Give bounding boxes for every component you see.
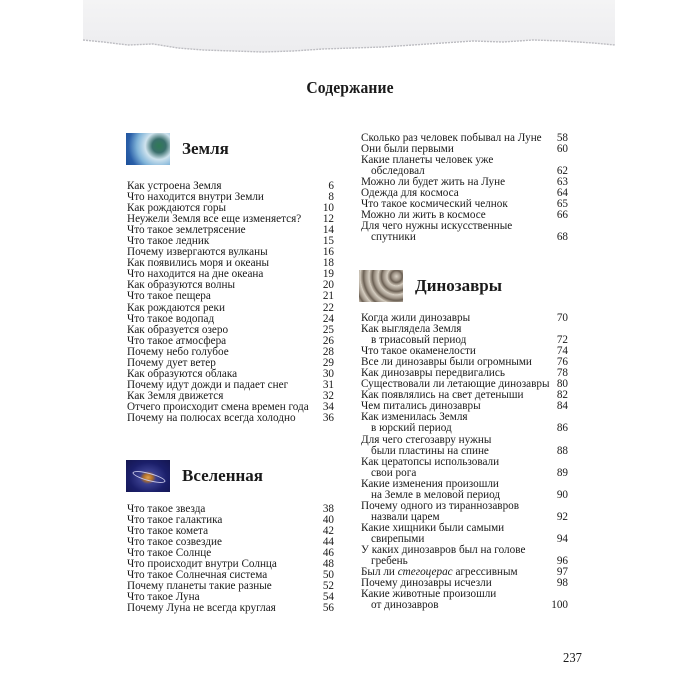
toc-entry-title-line: Как динозавры передвигались [361,367,505,380]
toc-entry [361,155,568,177]
toc-entry [361,523,568,545]
toc-entry-page-number: 80 [556,378,568,391]
toc-entry-title-line: Почему небо голубое [127,345,229,358]
section-title-earth: Земля [182,139,229,158]
toc-entry-title-line: Что происходит внутри Солнца [127,558,277,571]
toc-entry-page-number: 40 [322,514,334,527]
toc-entry-title-line: Почему динозавры исчезли [361,577,492,590]
toc-entry-title-continuation: назвали царем [371,510,440,523]
toc-entry-page-number: 90 [556,488,568,501]
toc-entry-title-line: Что такое созвездие [127,536,222,549]
toc-entry-title [127,413,296,424]
toc-entry-title-line: Что такое ледник [127,235,210,248]
toc-entry-title [127,325,228,336]
toc-entry-title-line: Почему дует ветер [127,356,216,369]
toc-entry-title-line: Неужели Земля все еще изменяется? [127,213,302,226]
toc-entry-title [361,412,468,434]
toc-entry-title-line: Как выглядела Земля [361,323,462,336]
toc-entry-title-line: Сколько раз человек побывал на Луне [361,132,542,144]
toc-entry-title [361,523,504,545]
toc-entry-title-line: Какие планеты человек уже [361,154,494,167]
toc-entry-title-line: Что такое землетрясение [127,224,246,237]
toc-entry-page-number: 15 [322,235,334,248]
toc-entry-title-line: Почему планеты такие разные [127,580,272,593]
toc-entry [127,603,334,614]
toc-entry [361,412,568,434]
toc-entry-title [361,501,519,523]
toc-entry-title [127,314,214,325]
toc-entry-title-line: У каких динозавров был на голове [361,543,526,556]
toc-entry-page-number: 19 [322,268,334,281]
toc-entry-page-number: 29 [322,356,334,369]
toc-entry-title-line: Как образуются облака [127,367,238,380]
toc-entry-title-line: Почему Луна не всегда круглая [127,602,276,615]
toc-entry-page-number: 30 [322,367,334,380]
toc-entry-title-line: Как устроена Земля [127,180,222,192]
toc-entry-title-line: Какие хищники были самыми [361,521,505,534]
toc-entry-title-line: Как рождаются реки [127,301,225,314]
toc-entry-page-number: 84 [556,400,568,413]
toc-entry-title-line: Что такое водопад [127,312,215,325]
toc-entry-page-number: 94 [556,532,568,545]
toc-entry-page-number: 63 [556,176,568,189]
toc-entry-title-line: Можно ли жить в космосе [361,209,486,222]
toc-entry-page-number: 88 [556,444,568,457]
section-header-dinosaurs [359,270,502,302]
toc-entry-title [361,435,491,457]
toc-entry-title-line: Был ли стегоцерас агрессивным [361,566,518,579]
toc-entry-title-line: Почему извергаются вулканы [127,246,268,259]
toc-entry-page-number: 58 [556,132,568,144]
toc-entry [127,291,334,302]
toc-entry [127,314,334,325]
toc-entry-page-number: 16 [322,246,334,259]
toc-entry-title-line: Одежда для космоса [361,187,459,200]
toc-entry [361,589,568,611]
toc-entry-title-line: Чем питались динозавры [361,400,481,413]
toc-entry [361,221,568,243]
toc-entry-title-line: Как Земля движется [127,389,224,402]
toc-list-dinosaurs [361,313,568,611]
toc-entry-page-number: 52 [322,580,334,593]
toc-entry-page-number: 54 [322,591,334,604]
torn-edge-decoration [83,36,615,58]
section-header-universe [126,460,263,492]
toc-entry-page-number: 24 [322,312,334,325]
page-number: 237 [563,651,582,666]
toc-entry [361,545,568,567]
toc-entry-page-number: 25 [322,323,334,336]
toc-entry-page-number: 66 [556,209,568,222]
toc-entry-title-line: Что такое космический челнок [361,198,508,211]
toc-entry-title-continuation: на Земле в меловой период [371,488,501,501]
toc-entry [361,457,568,479]
torn-paper-header [83,0,615,56]
toc-entry [127,325,334,336]
toc-entry-title-continuation: обследовал [371,165,425,178]
toc-entry-page-number: 38 [322,503,334,515]
toc-entry-title-line: Что такое галактика [127,514,223,527]
toc-entry-title-line: Отчего происходит смена времен года [127,400,309,413]
toc-entry-page-number: 78 [556,367,568,380]
toc-entry-title-line: Почему на полюсах всегда холодно [127,411,296,424]
section-title-universe: Вселенная [182,466,264,485]
toc-entry-title-line: Как цератопсы использовали [361,455,500,468]
toc-entry [361,435,568,457]
toc-entry [361,324,568,346]
toc-entry-title-continuation: свирепыми [371,532,425,545]
toc-entry-page-number: 28 [322,345,334,358]
toc-entry-title [361,457,499,479]
toc-entry-title-line: Что такое Луна [127,591,200,604]
toc-entry-title-line: Как появлялись на свет детеныши [361,389,524,402]
toc-entry-title [361,479,500,501]
section-header-earth [126,133,229,165]
toc-entry-title-line: Что такое Солнце [127,547,212,560]
toc-entry-title-line: Как появились моря и океаны [127,257,270,270]
toc-entry-title-line: Как рождаются горы [127,202,226,215]
toc-entry-page-number: 44 [322,536,334,549]
toc-entry [127,413,334,424]
toc-entry-page-number: 86 [556,422,568,435]
toc-entry-page-number: 14 [322,224,334,237]
page-title: Содержание [306,78,394,97]
toc-entry-page-number: 97 [556,566,568,579]
toc-list-universe-continued [361,133,568,243]
toc-entry-title-line: Почему идут дожди и падает снег [127,378,289,391]
toc-entry-page-number: 32 [322,389,334,402]
toc-entry-title-line: Что такое Солнечная система [127,569,268,582]
toc-entry-page-number: 60 [556,143,568,156]
toc-entry-title [127,603,276,614]
earth-image [126,133,170,165]
toc-entry-page-number: 96 [556,555,568,568]
toc-entry-title-continuation: в триасовый период [371,334,467,347]
toc-entry-title [361,545,525,567]
toc-entry-title-line: Что находится внутри Земли [127,191,264,204]
toc-entry-title [127,291,211,302]
toc-entry-page-number: 46 [322,547,334,560]
toc-entry-page-number: 6 [328,180,334,192]
toc-entry-title-line: Существовали ли летающие динозавры [361,378,550,391]
toc-entry [127,303,334,314]
toc-entry-page-number: 21 [322,290,334,303]
toc-entry-page-number: 18 [322,257,334,270]
toc-entry-title-line: Почему одного из тираннозавров [361,499,520,512]
toc-entry-page-number: 74 [556,345,568,358]
toc-entry-title-line: Все ли динозавры были огромными [361,356,532,369]
ammonite-fossil-image [359,270,403,302]
toc-entry-page-number: 20 [322,279,334,292]
saturn-image [126,460,170,492]
toc-entry-title-line: Какие животные произошли [361,588,497,601]
toc-entry-page-number: 56 [322,602,334,615]
toc-entry-title-continuation: от динозавров [371,599,439,612]
toc-entry-page-number: 22 [322,301,334,314]
toc-entry-title-line: Как образуется озеро [127,323,229,336]
toc-entry-title-continuation: спутники [371,231,416,244]
toc-entry-page-number: 42 [322,525,334,538]
toc-entry-page-number: 50 [322,569,334,582]
toc-entry-title-line: Они были первыми [361,143,454,156]
toc-entry-title [361,589,496,611]
toc-entry [361,479,568,501]
toc-entry-page-number: 36 [322,411,334,424]
toc-entry-page-number: 82 [556,389,568,402]
toc-entry-page-number: 76 [556,356,568,369]
toc-entry-title-line: Что такое звезда [127,503,206,515]
toc-entry-title [127,303,225,314]
toc-entry-page-number: 98 [556,577,568,590]
toc-entry [361,501,568,523]
toc-entry-title-line: Для чего нужны искусственные [361,220,513,233]
toc-entry-title-continuation: в юрский период [371,422,452,435]
toc-entry-title [361,324,466,346]
toc-entry-title-continuation: были пластины на спине [371,444,489,457]
toc-entry-page-number: 100 [551,599,568,612]
toc-entry-title-line: Что такое окаменелости [361,345,476,358]
toc-entry-title-line: Можно ли будет жить на Луне [361,176,506,189]
toc-entry-page-number: 70 [556,312,568,324]
toc-entry-title-continuation: свои рога [371,466,417,479]
toc-entry-title [361,155,493,177]
toc-entry-page-number: 10 [322,202,334,215]
toc-entry-title-line: Что находится на дне океана [127,268,264,281]
toc-entry-title-line: Как изменилась Земля [361,411,468,424]
toc-entry-title-line: Как образуются волны [127,279,236,292]
toc-entry-title [361,221,512,243]
toc-entry-page-number: 65 [556,198,568,211]
toc-list-universe [127,504,334,614]
toc-entry-title-line: Для чего стегозавру нужны [361,433,492,446]
toc-entry-page-number: 68 [556,231,568,244]
toc-entry-page-number: 8 [328,191,334,204]
toc-entry-page-number: 64 [556,187,568,200]
toc-entry-page-number: 62 [556,165,568,178]
toc-entry-title-line: Что такое пещера [127,290,211,303]
species-name-italic: стегоцерас [397,566,453,579]
toc-entry-page-number: 26 [322,334,334,347]
toc-entry-title-line: Какие изменения произошли [361,477,499,490]
toc-entry-page-number: 34 [322,400,334,413]
toc-entry-page-number: 48 [322,558,334,571]
toc-entry-page-number: 92 [556,510,568,523]
toc-entry-title-continuation: гребень [371,555,408,568]
toc-list-earth [127,181,334,424]
toc-entry-page-number: 31 [322,378,334,391]
toc-entry-title-line: Что такое атмосфера [127,334,227,347]
toc-entry-title-line: Когда жили динозавры [361,312,471,324]
toc-entry-page-number: 72 [556,334,568,347]
toc-entry-title-line: Что такое комета [127,525,209,538]
toc-entry-page-number: 89 [556,466,568,479]
toc-entry-page-number: 12 [322,213,334,226]
section-title-dinosaurs: Динозавры [415,276,503,295]
